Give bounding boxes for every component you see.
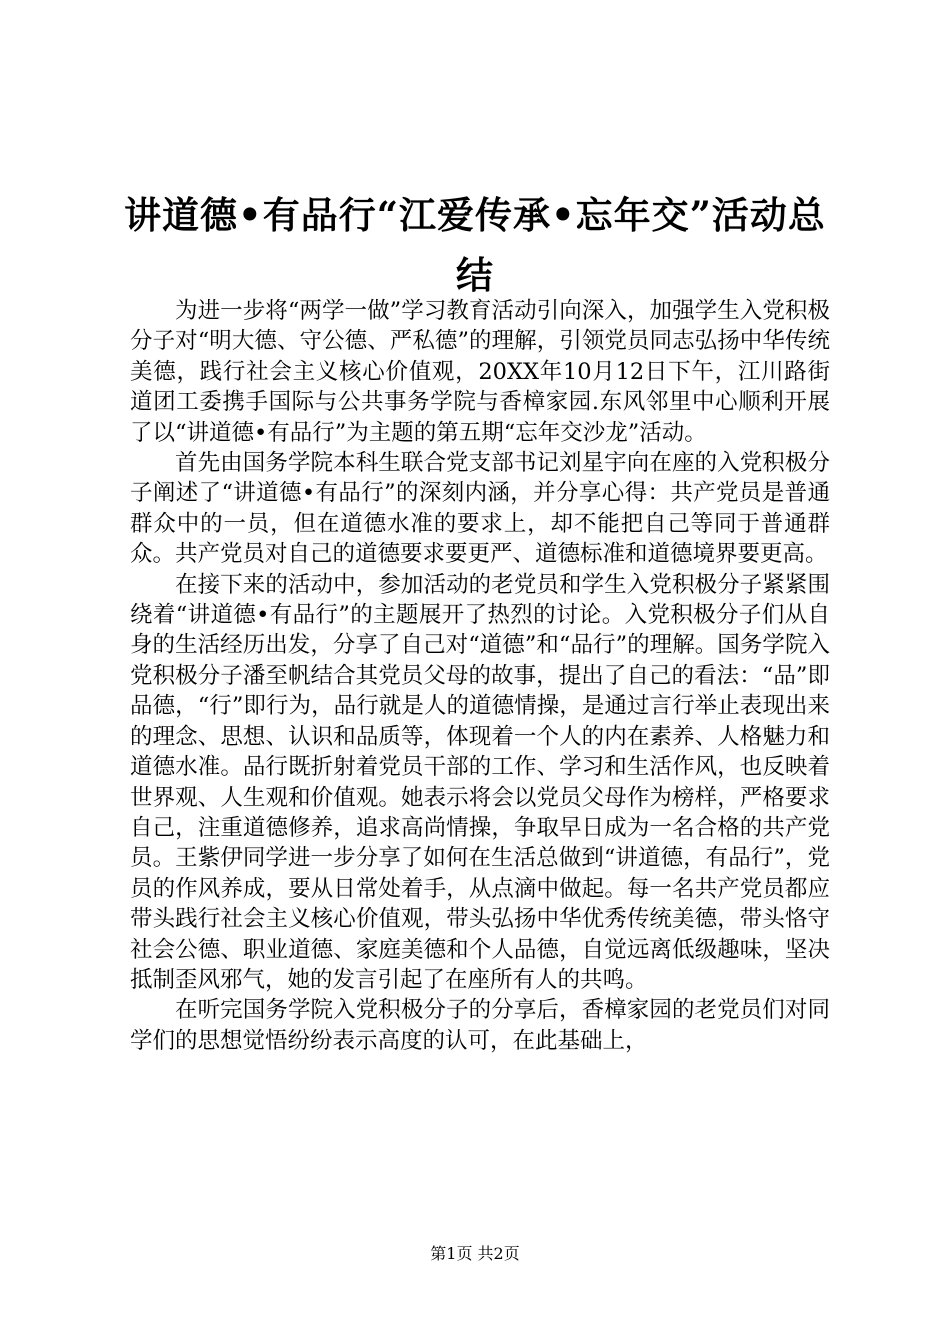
page-footer: 第1页 共2页: [430, 1244, 520, 1263]
paragraph-3: 在接下来的活动中，参加活动的老党员和学生入党积极分子紧紧围绕着“讲道德•有品行”的主题展开了热烈的讨论。入党积极分子们从自身的生活经历出发，分享了自己对“道德”和“品行”的理解。国务学院入党积极分子潘至帆结合其党员父母的故事，提出了自己的看法：“品”即品德，“行”即行为，品行就是人的道德情操，是通过言行举止表现出来的理念、思想、认识和品质等，体现着一个人的内在素养、人格魅力和道德水准。品行既折射着党员干部的工作、学习和生活作风，也反映着世界观、人生观和价值观。她表示将会以党员父母作为榜样，严格要求自己，注重道德修养，追求高尚情操，争取早日成为一名合格的共产党员。王紫伊同学进一步分享了如何在生活总做到“讲道德，有品行”，党员的作风养成，要从日常处着手，从点滴中做起。每一名共产党员都应带头践行社会主义核心价值观，带头弘扬中华优秀传统美德，带头恪守社会公德、职业道德、家庭美德和个人品德，自觉远离低级趣味，坚决抵制歪风邪气，她的发言引起了在座所有人的共鸣。: [130, 571, 830, 993]
document-title: 讲道德•有品行“江爱传承•忘年交”活动总结: [124, 192, 826, 297]
paragraph-1: 为进一步将“两学一做”学习教育活动引向深入，加强学生入党积极分子对“明大德、守公德、严私德”的理解，引领党员同志弘扬中华传统美德，践行社会主义核心价值观，20XX年10月12日下午，江川路街道团工委携手国际与公共事务学院与香樟家园.东风邻里中心顺利开展了以“讲道德•有品行”为主题的第五期“忘年交沙龙”活动。: [130, 298, 830, 446]
paragraph-4: 在听完国务学院入党积极分子的分享后，香樟家园的老党员们对同学们的思想觉悟纷纷表示高度的认可，在此基础上，: [130, 997, 830, 1054]
document-body: [130, 296, 830, 1056]
paragraph-2: 首先由国务学院本科生联合党支部书记刘星宇向在座的入党积极分子阐述了“讲道德•有品行”的深刻内涵，并分享心得：共产党员是普通群众中的一员，但在道德水准的要求上，却不能把自己等同于普通群众。共产党员对自己的道德要求要更严、道德标准和道德境界要更高。: [130, 450, 830, 568]
